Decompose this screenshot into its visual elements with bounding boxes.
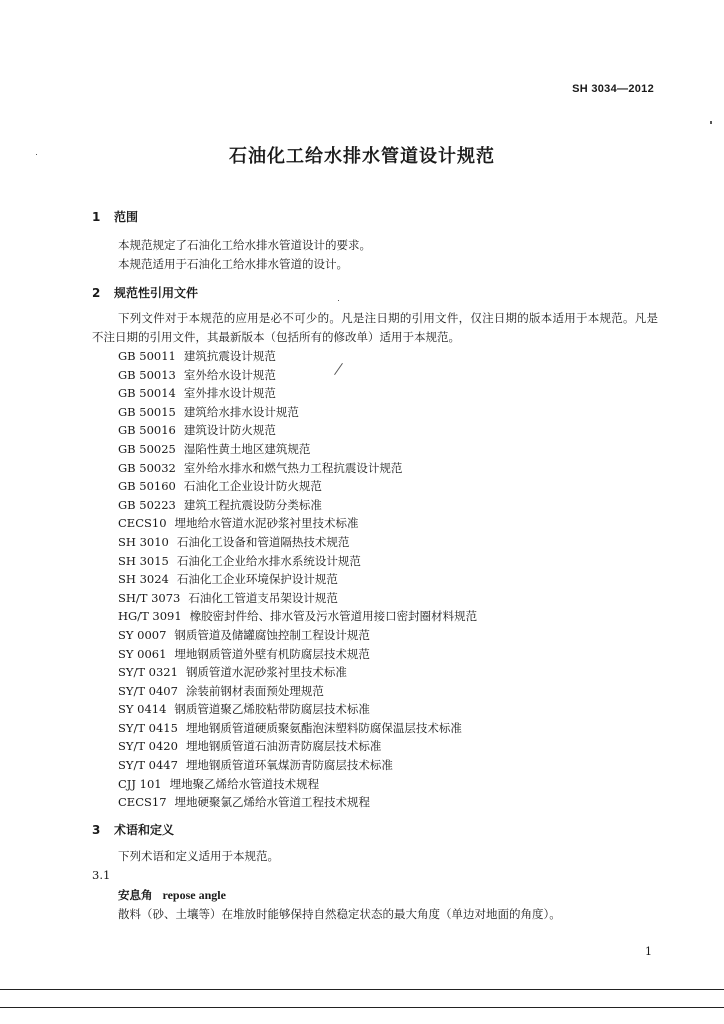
reference-code: CECS17 [118,795,167,810]
page-number: 1 [645,945,652,958]
reference-title: 涂装前钢材表面预处理规范 [185,683,324,698]
reference-code: SY/T 0447 [118,758,178,773]
section-number: 3 [92,823,101,837]
standard-code: SH 3034—2012 [572,83,654,95]
section-title: 范围 [114,210,139,224]
reference-code: CJJ 101 [118,776,162,791]
reference-title: 石油化工企业给水排水系统设计规范 [176,553,361,568]
reference-item [118,719,477,738]
reference-item [118,793,477,812]
reference-title: 埋地聚乙烯给水管道技术规程 [169,776,320,791]
term-definition: 散料（砂、土壤等）在堆放时能够保持自然稳定状态的最大角度（单边对地面的角度）。 [118,907,561,921]
reference-item [118,459,477,478]
reference-code: GB 50025 [118,441,176,456]
scan-edge-line [0,989,724,990]
reference-title: 室外排水设计规范 [183,386,276,401]
reference-title: 钢质管道水泥砂浆衬里技术标准 [185,665,347,680]
scan-speck [36,154,37,155]
reference-code: GB 50014 [118,386,176,401]
reference-item [118,496,477,515]
scan-edge-line [0,1007,724,1008]
reference-item [118,607,477,626]
reference-title: 石油化工企业设计防火规范 [183,479,322,494]
reference-title: 埋地钢质管道外壁有机防腐层技术规范 [174,646,370,661]
scope-paragraph-1: 本规范规定了石油化工给水排水管道设计的要求。 [118,238,371,252]
reference-title: 石油化工企业环境保护设计规范 [176,572,338,587]
reference-title: 建筑给水排水设计规范 [183,404,299,419]
reference-code: CECS10 [118,516,167,531]
reference-list [118,347,477,812]
reference-code: SY/T 0321 [118,665,178,680]
reference-title: 建筑工程抗震设防分类标准 [183,497,322,512]
reference-title: 埋地给水管道水泥砂浆衬里技术标准 [174,516,359,531]
reference-title: 埋地钢质管道环氧煤沥青防腐层技术标准 [185,758,393,773]
reference-item [118,645,477,664]
reference-title: 钢质管道及储罐腐蚀控制工程设计规范 [174,627,370,642]
section-3-heading [92,821,174,838]
normative-intro: 下列文件对于本规范的应用是必不可少的。凡是注日期的引用文件，仅注日期的版本适用于本规范。凡是不注日期的引用文件，其最新版本（包括所有的修改单）适用于本规范。 [92,311,658,344]
reference-item [118,366,477,385]
reference-title: 湿陷性黄土地区建筑规范 [183,441,311,456]
reference-code: SH 3024 [118,572,169,587]
reference-title: 埋地钢质管道石油沥青防腐层技术标准 [185,739,382,754]
reference-code: SH 3015 [118,553,169,568]
reference-title: 埋地硬聚氯乙烯给水管道工程技术规程 [174,795,371,810]
reference-code: HG/T 3091 [118,609,182,624]
reference-title: 室外给水排水和燃气热力工程抗震设计规范 [183,460,403,475]
document-title: 石油化工给水排水管道设计规范 [229,146,495,167]
reference-title: 建筑设计防火规范 [183,423,276,438]
reference-item [118,347,477,366]
reference-code: SH 3010 [118,534,169,549]
reference-code: GB 50015 [118,404,176,419]
reference-item [118,626,477,645]
reference-item [118,756,477,775]
reference-item [118,682,477,701]
reference-item [118,663,477,682]
reference-title: 石油化工设备和管道隔热技术规范 [176,534,350,549]
reference-code: SY 0007 [118,627,167,642]
reference-item [118,700,477,719]
reference-item [118,570,477,589]
reference-code: GB 50032 [118,460,176,475]
scan-speck [338,300,339,301]
reference-code: SY 0414 [118,702,167,717]
section-2-heading [92,284,198,301]
reference-title: 埋地钢质管道硬质聚氨酯泡沫塑料防腐保温层技术标准 [185,720,462,735]
reference-code: SY 0061 [118,646,167,661]
reference-title: 橡胶密封件给、排水管及污水管道用接口密封圈材料规范 [189,609,478,624]
reference-item [118,421,477,440]
reference-item [118,384,477,403]
reference-title: 建筑抗震设计规范 [183,349,276,363]
term-english: repose angle [162,888,226,902]
reference-code: GB 50013 [118,367,176,382]
reference-code: GB 50160 [118,479,176,494]
section-number: 2 [92,286,101,300]
reference-item [118,440,477,459]
reference-item [118,533,477,552]
section-title: 术语和定义 [114,823,175,837]
reference-title: 室外给水设计规范 [183,367,276,382]
clause-number: 3.1 [92,868,111,882]
section-number: 1 [92,210,101,224]
reference-code: GB 50011 [118,349,176,363]
scope-paragraph-2: 本规范适用于石油化工给水排水管道的设计。 [118,257,348,271]
reference-code: GB 50016 [118,423,176,438]
section-1-heading [92,208,138,225]
reference-code: SH/T 3073 [118,590,181,605]
reference-code: SY/T 0415 [118,720,178,735]
reference-code: GB 50223 [118,497,176,512]
reference-item [118,775,477,794]
reference-item [118,514,477,533]
reference-item [118,737,477,756]
terms-intro: 下列术语和定义适用于本规范。 [118,849,279,863]
reference-item [118,552,477,571]
term-entry [118,887,226,903]
reference-code: SY/T 0420 [118,739,178,754]
section-title: 规范性引用文件 [114,286,199,300]
reference-item [118,477,477,496]
scan-speck [710,121,712,124]
reference-item [118,589,477,608]
reference-item [118,403,477,422]
reference-code: SY/T 0407 [118,683,178,698]
reference-title: 石油化工管道支吊架设计规范 [188,590,338,605]
reference-title: 钢质管道聚乙烯胶粘带防腐层技术标准 [174,702,370,717]
term-chinese: 安息角 [118,888,153,902]
